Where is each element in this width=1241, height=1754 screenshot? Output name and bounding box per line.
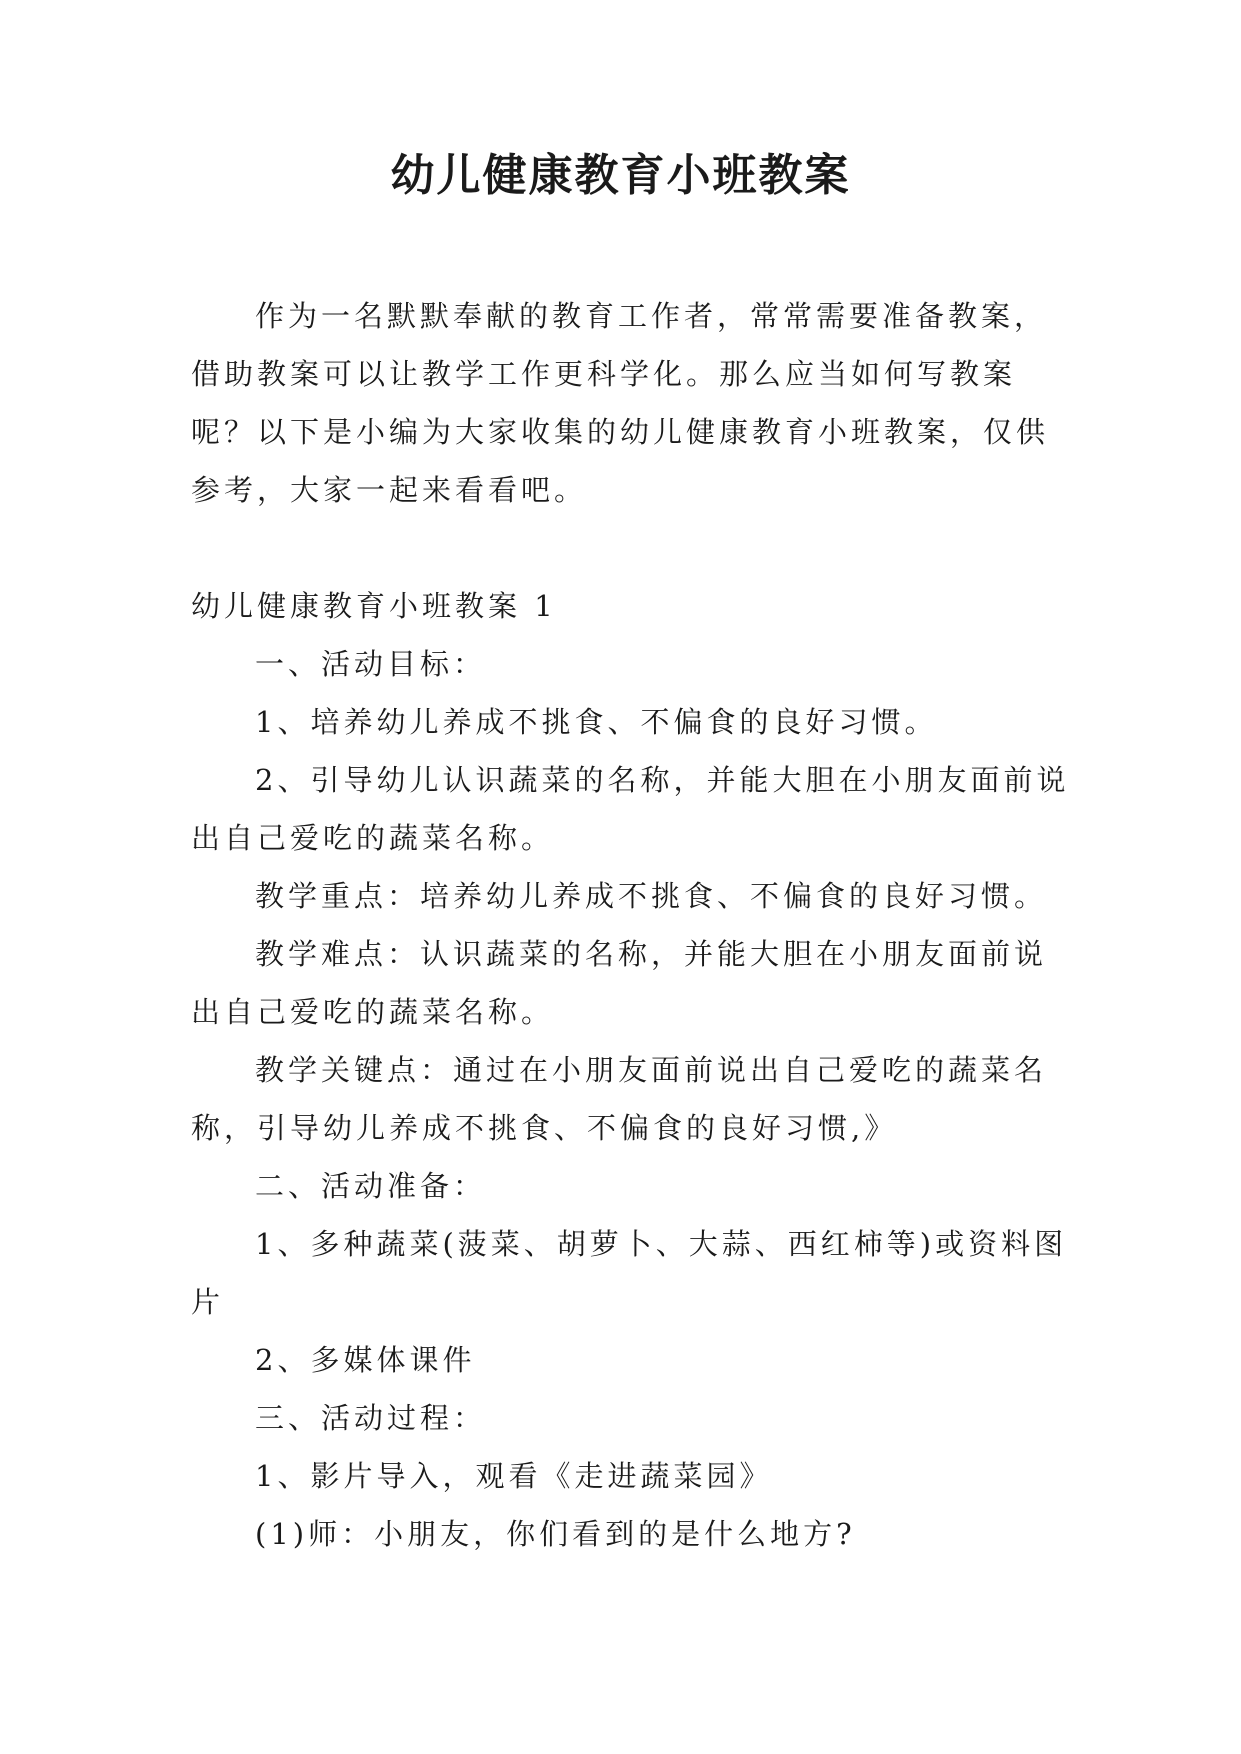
paragraph-critical-point: 教学关键点：通过在小朋友面前说出自己爱吃的蔬菜名称，引导幼儿养成不挑食、不偏食的良好习惯,》 xyxy=(191,1053,1048,1145)
paragraph-activity-goals: 一、活动目标： xyxy=(255,647,487,681)
section-title: 幼儿健康教育小班教案 1 xyxy=(191,589,557,623)
paragraph-process: 三、活动过程： xyxy=(255,1401,487,1435)
document-body xyxy=(191,287,1071,1563)
paragraph-prep-2: 2、多媒体课件 xyxy=(255,1343,476,1377)
paragraph-goal-1: 1、培养幼儿养成不挑食、不偏食的良好习惯。 xyxy=(255,705,938,739)
paragraph-goal-2: 2、引导幼儿认识蔬菜的名称，并能大胆在小朋友面前说出自己爱吃的蔬菜名称。 xyxy=(191,763,1070,855)
paragraph-key-point: 教学重点：培养幼儿养成不挑食、不偏食的良好习惯。 xyxy=(255,879,1048,913)
paragraph-preparation: 二、活动准备： xyxy=(255,1169,487,1203)
paragraph-process-1: 1、影片导入，观看《走进蔬菜园》 xyxy=(255,1459,773,1493)
paragraph-process-1-1: (1)师：小朋友，你们看到的是什么地方? xyxy=(255,1517,856,1551)
intro-paragraph: 作为一名默默奉献的教育工作者，常常需要准备教案，借助教案可以让教学工作更科学化。那么应当如何写教案呢？以下是小编为大家收集的幼儿健康教育小班教案，仅供参考，大家一起来看看吧。 xyxy=(191,299,1050,507)
document-title: 幼儿健康教育小班教案 xyxy=(390,150,851,201)
paragraph-prep-1: 1、多种蔬菜(菠菜、胡萝卜、大蒜、西红柿等)或资料图片 xyxy=(191,1227,1068,1319)
paragraph-difficulty: 教学难点：认识蔬菜的名称，并能大胆在小朋友面前说出自己爱吃的蔬菜名称。 xyxy=(191,937,1048,1029)
